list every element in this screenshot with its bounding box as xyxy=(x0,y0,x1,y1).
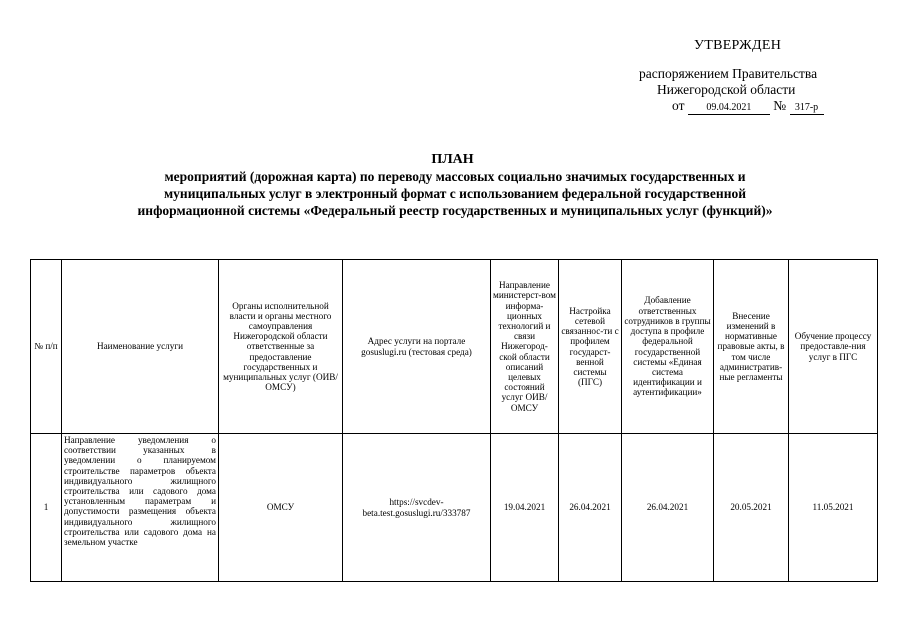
header-cell: Адрес услуги на портале gosuslugi.ru (тестовая среда) xyxy=(343,260,491,434)
header-cell: Обучение процессу предоставле-ния услуг в ПГС xyxy=(789,260,878,434)
header-cell: Наименование услуги xyxy=(62,260,219,434)
approval-from-label: от xyxy=(672,98,685,113)
service-address: https://svcdev-beta.test.gosuslugi.ru/333787 xyxy=(343,434,491,582)
table-header-row xyxy=(31,260,878,434)
header-cell: Органы исполнительной власти и органы местного самоуправления Нижегородской области ответственные за предоставление государственных и муниципальных услуг (ОИВ/ОМСУ) xyxy=(219,260,343,434)
row-number: 1 xyxy=(31,434,62,582)
approval-date: 09.04.2021 xyxy=(688,102,770,115)
approval-number: 317-р xyxy=(790,102,824,115)
approval-title: УТВЕРЖДЕН xyxy=(694,38,782,53)
approval-issuer: распоряжением Правительства xyxy=(639,66,818,81)
plan-subtitle: мероприятий (дорожная карта) по переводу массовых социально значимых государственных и муниципальных услуг в электронный формат с использованием федеральной государственной информационной системы «Федеральный реестр государственных и муниципальных услуг (функций)» xyxy=(137,169,773,218)
service-name: Направление уведомления о соответствии указанных в уведомлении о планируемом строительстве параметров объекта индивидуального жилищного строительства или садового дома установленным параметрам и допустимости размещения объекта индивидуального жилищного строительства или садового дома на земельном участке xyxy=(62,434,219,582)
staff-date: 26.04.2021 xyxy=(622,434,714,582)
approval-date-number xyxy=(672,98,824,115)
network-date: 26.04.2021 xyxy=(559,434,622,582)
approval-region: Нижегородской области xyxy=(657,82,796,97)
legal-date: 20.05.2021 xyxy=(714,434,789,582)
header-cell: Направление министерст-вом информа-ционных технологий и связи Нижегород-ской области описаний целевых состояний услуг ОИВ/ОМСУ xyxy=(491,260,559,434)
direction-date: 19.04.2021 xyxy=(491,434,559,582)
header-cell: Настройка сетевой связаннос-ти с профилем государст-венной системы (ПГС) xyxy=(559,260,622,434)
header-cell: № п/п xyxy=(31,260,62,434)
header-cell: Внесение изменений в нормативные правовые акты, в том числе административ-ные регламенты xyxy=(714,260,789,434)
header-cell: Добавление ответственных сотрудников в группы доступа в профиле федеральной государственной системы «Единая система идентификации и аутентификации» xyxy=(622,260,714,434)
roadmap-table xyxy=(30,259,878,582)
plan-title: ПЛАН xyxy=(431,152,474,167)
table-row xyxy=(31,434,878,582)
approval-number-label: № xyxy=(773,98,787,113)
training-date: 11.05.2021 xyxy=(789,434,878,582)
authority-cell: ОМСУ xyxy=(219,434,343,582)
